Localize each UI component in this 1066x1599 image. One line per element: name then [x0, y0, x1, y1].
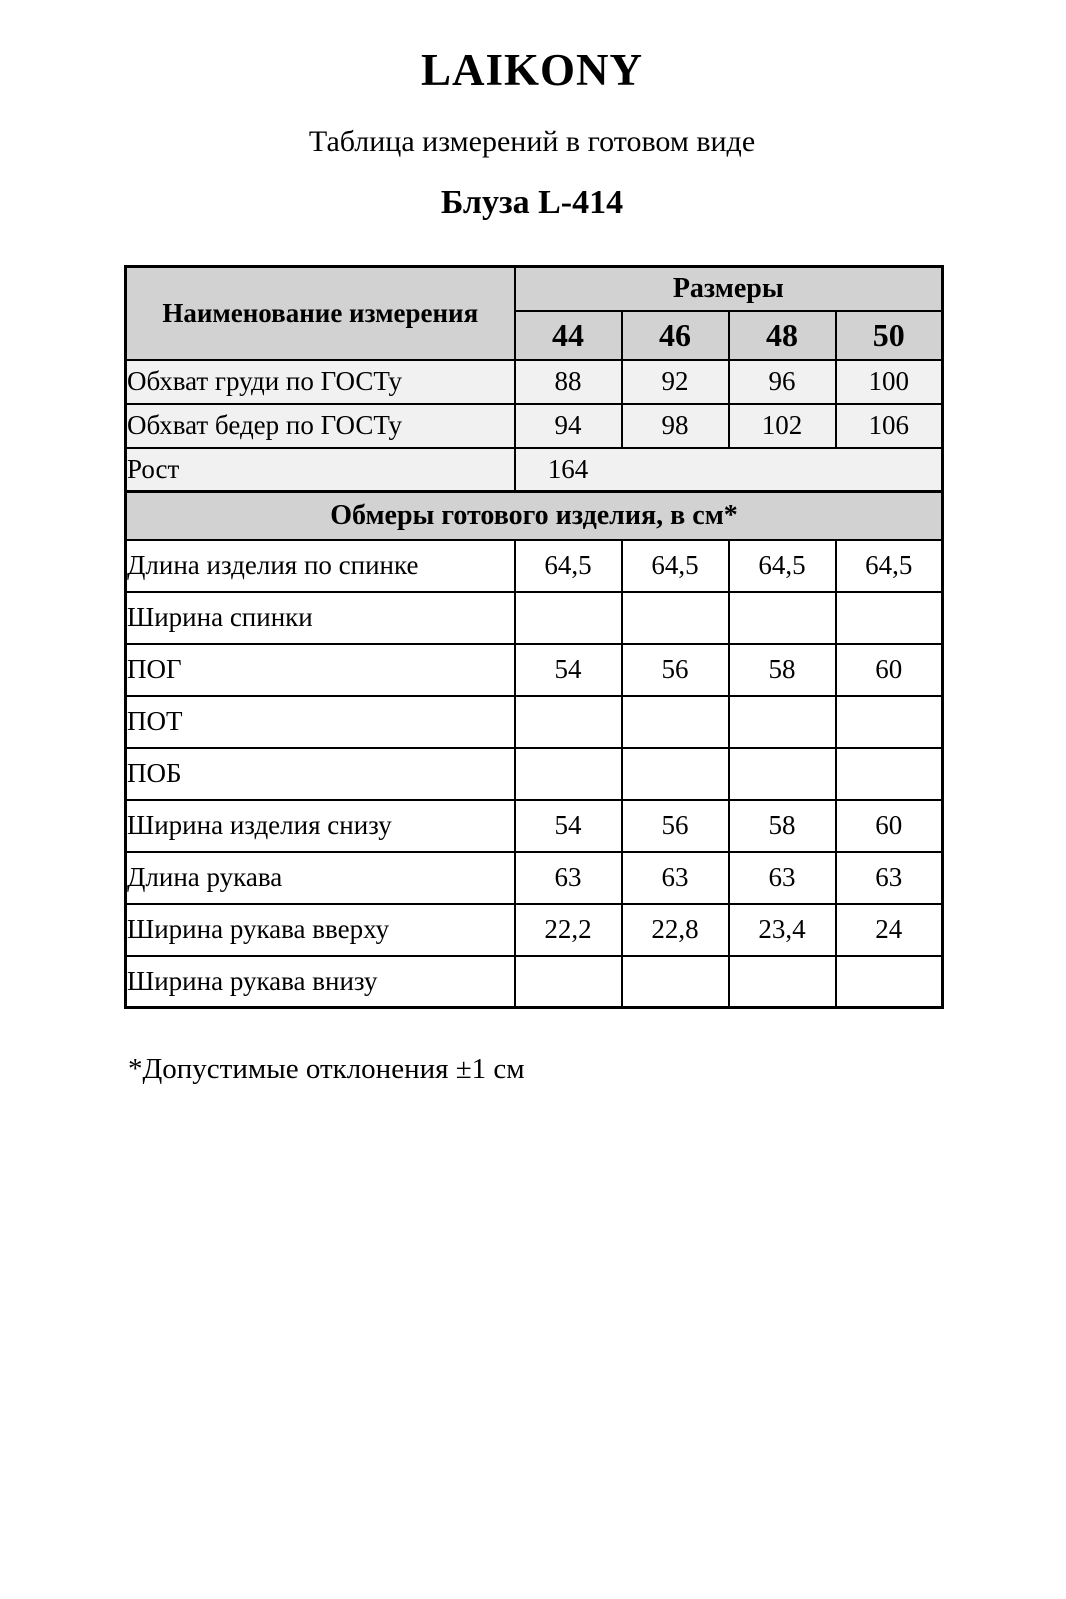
cell-label: Ширина рукава вверху [126, 904, 515, 956]
section-header-row [126, 492, 943, 540]
cell-label: Длина рукава [126, 852, 515, 904]
cell-value: 92 [622, 360, 729, 404]
cell-value [515, 592, 622, 644]
cell-value [515, 748, 622, 800]
cell-value [622, 696, 729, 748]
cell-value: 56 [622, 800, 729, 852]
cell-value: 54 [515, 644, 622, 696]
cell-value: 22,8 [622, 904, 729, 956]
cell-value: 56 [622, 644, 729, 696]
cell-value: 63 [622, 852, 729, 904]
cell-value: 54 [515, 800, 622, 852]
cell-label: Обхват груди по ГОСТу [126, 360, 515, 404]
name-column-header: Наименование измерения [126, 267, 515, 360]
cell-value: 102 [729, 404, 836, 448]
size-column-header: 48 [729, 311, 836, 360]
cell-value: 60 [836, 800, 943, 852]
product-title: Блуза L-414 [440, 184, 624, 221]
table-row [126, 404, 943, 448]
size-column-header: 46 [622, 311, 729, 360]
table-row [126, 956, 943, 1008]
cell-value: 60 [836, 644, 943, 696]
table-row [126, 748, 943, 800]
tolerance-footnote: *Допустимые отклонения ±1 см [128, 1053, 525, 1086]
document-header [124, 45, 940, 221]
cell-value: 164 [547, 454, 589, 485]
cell-value: 106 [836, 404, 943, 448]
table-row [126, 644, 943, 696]
cell-value: 23,4 [729, 904, 836, 956]
table-row [126, 852, 943, 904]
cell-value: 64,5 [836, 540, 943, 592]
cell-value: 58 [729, 644, 836, 696]
cell-value: 24 [836, 904, 943, 956]
cell-label: ПОБ [126, 748, 515, 800]
table-row [126, 904, 943, 956]
size-column-header: 44 [515, 311, 622, 360]
cell-value: 63 [515, 852, 622, 904]
table-row [126, 448, 943, 492]
table-row [126, 360, 943, 404]
cell-value [836, 956, 943, 1008]
measurement-table [124, 265, 944, 1009]
table-row [126, 592, 943, 644]
cell-value [622, 748, 729, 800]
cell-value [729, 748, 836, 800]
cell-value [622, 956, 729, 1008]
cell-value [836, 696, 943, 748]
cell-value [729, 592, 836, 644]
cell-value [622, 592, 729, 644]
cell-value [836, 592, 943, 644]
cell-value: 64,5 [515, 540, 622, 592]
cell-label: Длина изделия по спинке [126, 540, 515, 592]
cell-label: ПОТ [126, 696, 515, 748]
cell-label: Ширина спинки [126, 592, 515, 644]
cell-value: 100 [836, 360, 943, 404]
cell-value: 64,5 [729, 540, 836, 592]
cell-value: 63 [729, 852, 836, 904]
cell-value [515, 696, 622, 748]
table-row [126, 540, 943, 592]
sizes-group-header: Размеры [515, 267, 943, 311]
cell-label: ПОГ [126, 644, 515, 696]
cell-value [729, 696, 836, 748]
document-subtitle: Таблица измерений в готовом виде [308, 125, 756, 158]
cell-value: 64,5 [622, 540, 729, 592]
cell-label: Ширина рукава внизу [126, 956, 515, 1008]
cell-value: 94 [515, 404, 622, 448]
cell-value: 22,2 [515, 904, 622, 956]
cell-label: Ширина изделия снизу [126, 800, 515, 852]
brand-title: LAIKONY [420, 45, 644, 95]
cell-label: Рост [126, 448, 515, 492]
table-header-row [126, 267, 943, 311]
table-row [126, 800, 943, 852]
section-header: Обмеры готового изделия, в см* [126, 492, 943, 540]
cell-value: 63 [836, 852, 943, 904]
cell-value [729, 956, 836, 1008]
cell-value: 88 [515, 360, 622, 404]
cell-label: Обхват бедер по ГОСТу [126, 404, 515, 448]
cell-value: 96 [729, 360, 836, 404]
cell-value-merged [515, 448, 943, 492]
cell-value [836, 748, 943, 800]
size-column-header: 50 [836, 311, 943, 360]
cell-value: 98 [622, 404, 729, 448]
cell-value: 58 [729, 800, 836, 852]
cell-value [515, 956, 622, 1008]
table-row [126, 696, 943, 748]
